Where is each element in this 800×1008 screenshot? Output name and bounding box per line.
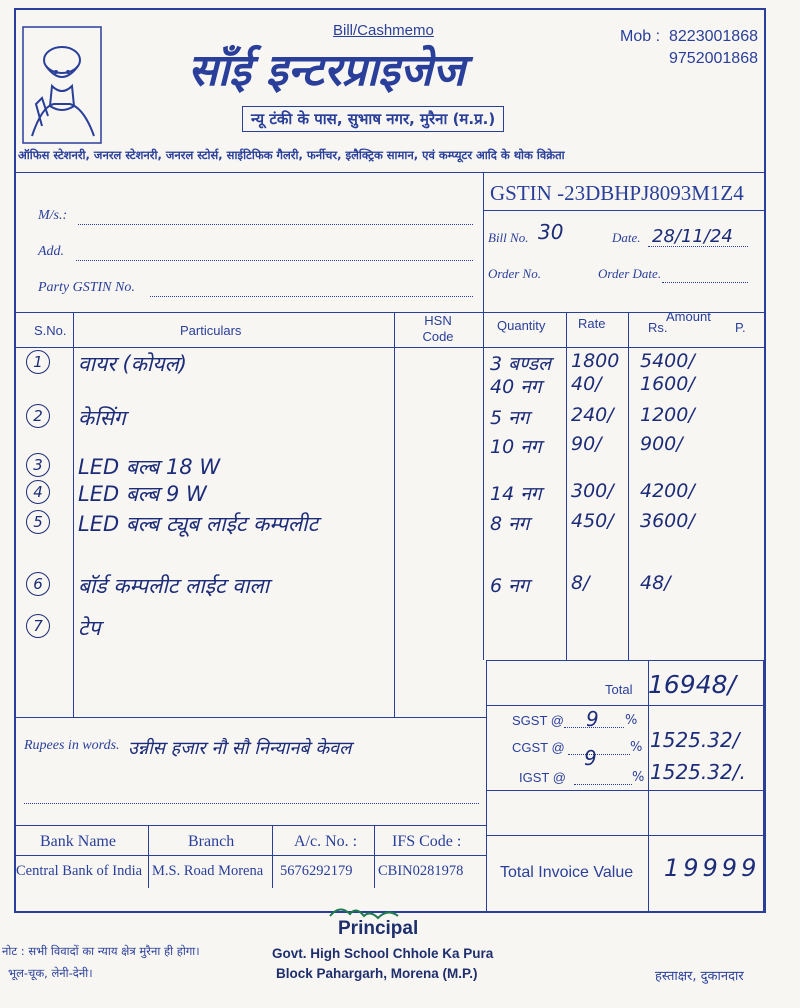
- table-row: [0, 371, 800, 399]
- row-particulars: केसिंग: [78, 406, 126, 430]
- order-date-label: Order Date.: [598, 266, 662, 281]
- row-particulars: LED बल्ब ट्यूब लाईट कम्पलीट: [78, 512, 319, 536]
- col-amount: Amount: [666, 309, 711, 324]
- mobile-2: 9752001868: [669, 50, 758, 67]
- bank-name-label: Bank Name: [40, 833, 116, 850]
- ac-label: A/c. No. :: [294, 833, 358, 850]
- row-particulars: LED बल्ब 18 W: [78, 455, 221, 479]
- cgst-rate: 9: [584, 746, 597, 770]
- table-row: [0, 478, 800, 506]
- row-rate: 450/: [571, 510, 614, 532]
- row-sno: 6: [26, 572, 50, 596]
- sgst-percent: %: [625, 713, 638, 728]
- doc-type: Bill/Cashmemo: [333, 22, 434, 39]
- branch-label: Branch: [188, 833, 235, 850]
- words-value: उन्नीस हजार नौ सौ निन्यानबे केवल: [128, 738, 352, 759]
- jurisdiction-note: नोट : सभी विवादों का न्याय क्षेत्र मुरैना ही होगा।: [2, 944, 200, 958]
- row-quantity: 8 नग: [490, 513, 530, 535]
- col-quantity: Quantity: [497, 318, 546, 333]
- row-rate: 90/: [571, 433, 602, 455]
- signature-label: हस्ताक्षर, दुकानदार: [655, 969, 744, 984]
- total-value: 16948/: [648, 670, 736, 699]
- row-quantity: 5 नग: [490, 407, 530, 429]
- cgst-percent: %: [630, 740, 643, 755]
- row-sno: 2: [26, 404, 50, 428]
- party-gstin-label: Party GSTIN No.: [38, 280, 135, 295]
- add-label: Add.: [38, 244, 65, 259]
- row-quantity: 10 नग: [490, 436, 542, 458]
- total-invoice-label: Total Invoice Value: [500, 864, 634, 881]
- row-quantity: 3 बण्डल: [490, 353, 552, 375]
- portrait-logo: [22, 26, 102, 144]
- principal-stamp: [270, 896, 520, 991]
- ifs-code: CBIN0281978: [378, 863, 464, 879]
- row-amount: 1600/: [640, 373, 695, 395]
- row-sno: 3: [26, 453, 50, 477]
- col-particulars: Particulars: [180, 323, 242, 338]
- table-row: [0, 402, 800, 430]
- row-amount: 4200/: [640, 480, 695, 502]
- total-label: Total: [605, 682, 633, 697]
- stamp-line-2: Block Pahargarh, Morena (M.P.): [276, 966, 478, 981]
- igst-amount: 1525.32/.: [650, 760, 746, 784]
- bill-no-value: 30: [538, 220, 564, 244]
- row-sno: 1: [26, 350, 50, 374]
- ac-no: 5676292179: [280, 863, 353, 879]
- total-invoice-value: 19999: [664, 854, 761, 882]
- order-no-label: Order No.: [488, 266, 541, 281]
- row-rate: 40/: [571, 373, 602, 395]
- sgst-rate: 9: [586, 707, 599, 731]
- row-rate: 1800: [571, 350, 620, 372]
- sgst-label: SGST @: [512, 713, 564, 728]
- shop-name: साँई इन्टरप्राइजेज: [188, 45, 465, 96]
- col-sno: S.No.: [34, 323, 67, 338]
- row-sno: 7: [26, 614, 50, 638]
- table-row: [0, 612, 800, 640]
- mobile-1: 8223001868: [669, 28, 758, 45]
- shop-tagline: ऑफिस स्टेशनरी, जनरल स्टेशनरी, जनरल स्टोर्स, साईटिफिक गैलरी, फर्नीचर, इलैक्ट्रिक सामान, एवं कम्प्यूटर आदि के थोक विक्रेता: [18, 148, 565, 162]
- mobile-label: Mob :: [620, 28, 661, 45]
- row-particulars: टेप: [78, 616, 101, 640]
- row-rate: 240/: [571, 404, 614, 426]
- col-rate: Rate: [578, 316, 606, 331]
- branch: M.S. Road Morena: [152, 863, 264, 879]
- table-row: [0, 508, 800, 536]
- row-particulars: LED बल्ब 9 W: [78, 482, 207, 506]
- words-label: Rupees in words.: [24, 738, 120, 753]
- cgst-label: CGST @: [512, 740, 565, 755]
- row-amount: 1200/: [640, 404, 695, 426]
- seller-gstin: GSTIN -23DBHPJ8093M1Z4: [490, 181, 744, 205]
- row-sno: 4: [26, 480, 50, 504]
- bank-name: Central Bank of India: [16, 863, 143, 879]
- igst-label: IGST @: [519, 770, 566, 785]
- row-amount: 900/: [640, 433, 683, 455]
- row-rate: 8/: [571, 572, 590, 594]
- row-sno: 5: [26, 510, 50, 534]
- row-rate: 300/: [571, 480, 614, 502]
- date-value: 28/11/24: [652, 226, 733, 247]
- row-particulars: बॉर्ड कम्पलीट लाईट वाला: [78, 574, 270, 598]
- row-quantity: 14 नग: [490, 483, 542, 505]
- row-particulars: वायर (कोयल): [78, 352, 187, 376]
- stamp-title: Principal: [338, 918, 419, 939]
- row-amount: 3600/: [640, 510, 695, 532]
- errors-note: भूल-चूक, लेनी-देनी।: [8, 966, 93, 980]
- table-row: [0, 451, 800, 479]
- col-p: P.: [735, 320, 746, 335]
- row-quantity: 6 नग: [490, 575, 530, 597]
- col-rs: Rs.: [648, 320, 668, 335]
- igst-percent: %: [632, 770, 645, 785]
- stamp-line-1: Govt. High School Chhole Ka Pura: [272, 946, 494, 961]
- table-row: [0, 570, 800, 598]
- ms-label: M/s.:: [38, 208, 68, 223]
- ifs-label: IFS Code :: [392, 833, 462, 850]
- col-hsn: HSN Code: [422, 313, 454, 344]
- row-quantity: 40 नग: [490, 376, 542, 398]
- bill-no-label: Bill No.: [488, 230, 529, 245]
- date-label: Date.: [612, 230, 641, 245]
- row-amount: 5400/: [640, 350, 695, 372]
- cgst-amount: 1525.32/: [650, 728, 740, 752]
- row-amount: 48/: [640, 572, 671, 594]
- shop-address: न्यू टंकी के पास, सुभाष नगर, मुरैना (म.प्र.): [242, 106, 504, 132]
